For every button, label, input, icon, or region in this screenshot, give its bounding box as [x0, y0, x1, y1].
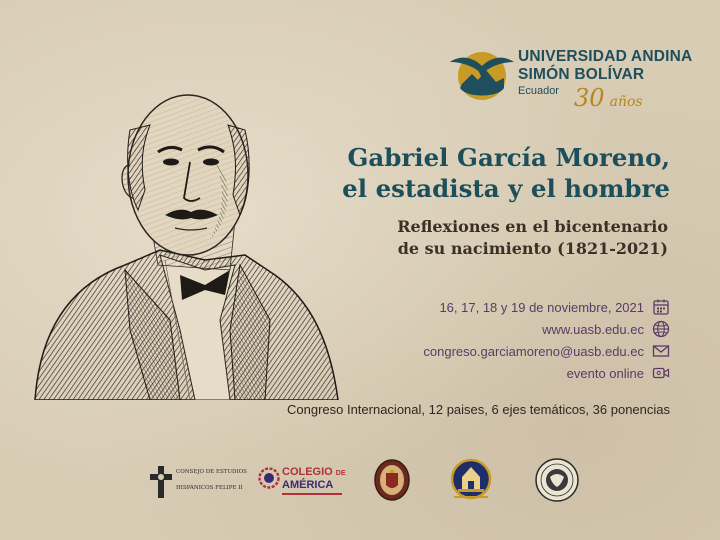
university-name-line1: UNIVERSIDAD ANDINA [518, 48, 693, 65]
partner-consejo [148, 463, 248, 503]
university-name-line2: SIMÓN BOLÍVAR [518, 66, 645, 83]
congress-summary: Congreso Internacional, 12 paises, 6 ejes temáticos, 36 ponencias [286, 402, 670, 417]
university-logo [448, 40, 693, 120]
globe-icon [652, 320, 670, 338]
date-text: 16, 17, 18 y 19 de noviembre, 2021 [439, 299, 644, 315]
condor-emblem-icon [448, 44, 516, 104]
event-subtitle [397, 216, 668, 260]
partner-logos [0, 455, 720, 510]
university-country: Ecuador [518, 85, 559, 97]
anniversary-number: 30 [574, 84, 605, 112]
website-link[interactable]: www.uasb.edu.ec [542, 321, 644, 337]
event-info [423, 296, 670, 384]
colegio-word1: COLEGIO [282, 466, 333, 478]
portrait-illustration [30, 70, 340, 400]
info-email[interactable] [423, 340, 670, 362]
colegio-word2: DE [335, 470, 346, 477]
info-online [423, 362, 670, 384]
colegio-text [282, 466, 346, 478]
calendar-icon [652, 298, 670, 316]
academy-seal-icon [534, 457, 580, 503]
partner-colegio-america [258, 463, 348, 503]
consejo-line1: CONSEJO DE ESTUDIOS [176, 469, 247, 475]
anniversary-label [574, 84, 643, 112]
event-title [342, 142, 670, 204]
university-seal-2-icon [450, 455, 492, 505]
video-icon [652, 364, 670, 382]
consejo-line2: HISPÁNICOS FELIPE II [176, 485, 243, 491]
colegio-underline [282, 493, 342, 495]
subtitle-line1: Reflexiones en el bicentenario [397, 217, 668, 236]
email-link[interactable]: congreso.garciamoreno@uasb.edu.ec [423, 343, 644, 359]
title-line2: el estadista y el hombre [342, 174, 670, 203]
cross-emblem-icon [148, 465, 174, 499]
subtitle-line2: de su nacimiento (1821-2021) [397, 239, 668, 258]
mail-icon [652, 342, 670, 360]
info-date [423, 296, 670, 318]
colegio-seal-icon [258, 467, 280, 489]
university-seal-1-icon [372, 457, 412, 503]
title-line1: Gabriel García Moreno, [347, 143, 670, 172]
colegio-word3: AMÉRICA [282, 479, 334, 491]
info-website[interactable] [423, 318, 670, 340]
anniversary-word: años [609, 94, 643, 110]
online-text: evento online [566, 365, 644, 381]
